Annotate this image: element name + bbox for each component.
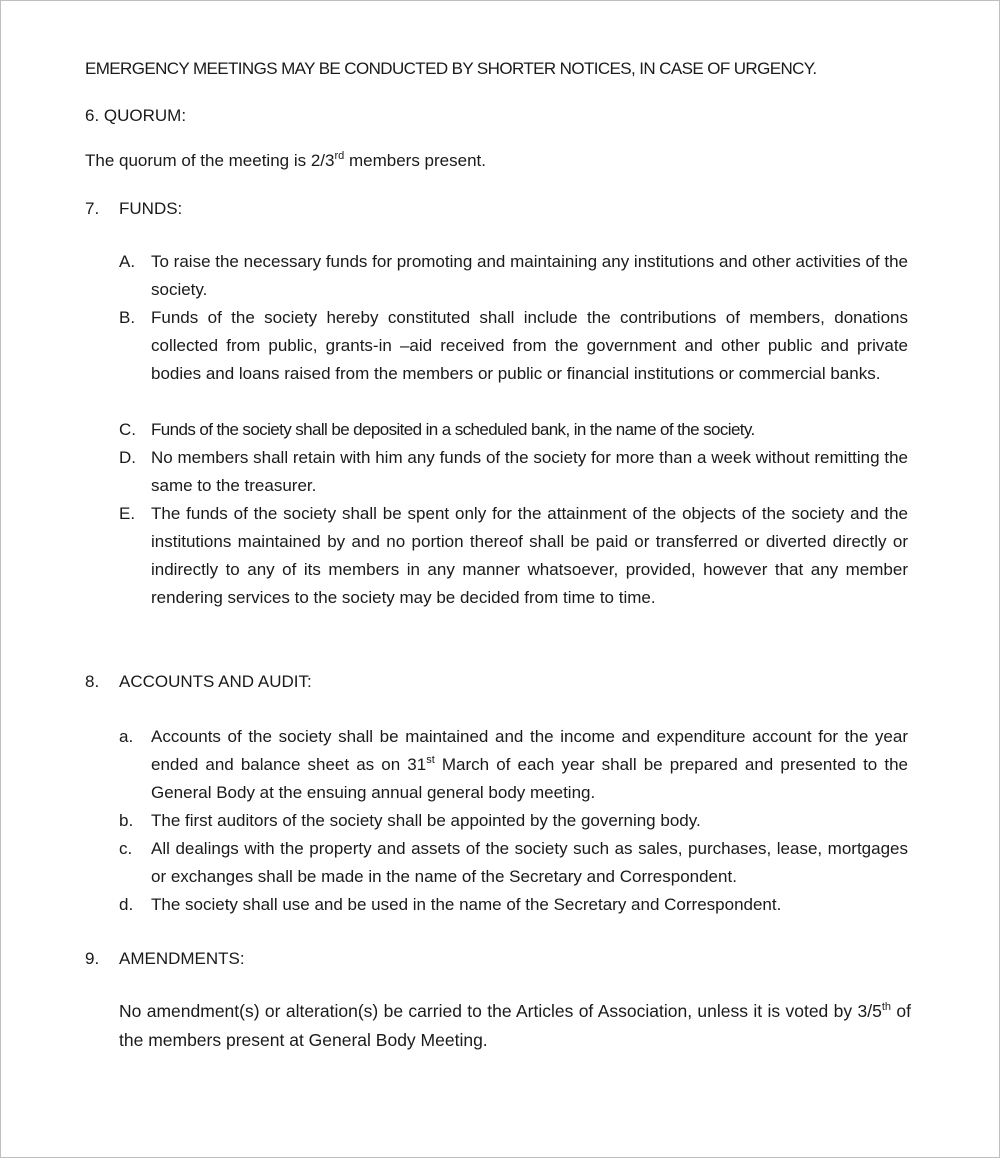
- date-ordinal-sup: st: [426, 754, 435, 766]
- accounts-heading: ACCOUNTS AND AUDIT:: [119, 672, 312, 691]
- list-marker: b.: [119, 811, 134, 830]
- accounts-item-a-text-end: March of each year shall be prepared and presented to the General Body at the ensuing annual general body meeting.: [151, 755, 908, 802]
- emergency-meetings-note: EMERGENCY MEETINGS MAY BE CONDUCTED BY SHORTER NOTICES, IN CASE OF URGENCY.: [85, 59, 817, 78]
- amendments-text-end: of the members present at General Body Meeting.: [119, 1001, 911, 1050]
- amendments-section-number: 9.: [85, 949, 100, 968]
- list-item-text: All dealings with the property and assets of the society such as sales, purchases, lease, mortgages or exchanges shall be made in the name of the Secretary and Correspondent.: [151, 839, 908, 886]
- list-item-text: The first auditors of the society shall be appointed by the governing body.: [151, 811, 701, 830]
- quorum-heading: 6. QUORUM:: [85, 106, 187, 125]
- quorum-text: [85, 150, 486, 172]
- amendments-text: [119, 997, 911, 1055]
- amendments-text-main: No amendment(s) or alteration(s) be carried to the Articles of Association, unless it is voted by 3/5: [119, 1001, 882, 1021]
- quorum-ordinal-sup: rd: [334, 150, 345, 162]
- list-item-text: The society shall use and be used in the name of the Secretary and Correspondent.: [151, 895, 782, 914]
- list-marker: B.: [119, 308, 136, 327]
- list-item-text: No members shall retain with him any funds of the society for more than a week without remitting the same to the treasurer.: [151, 448, 908, 495]
- funds-heading: FUNDS:: [119, 199, 183, 218]
- list-item-text: [151, 723, 908, 807]
- quorum-text-end: members present.: [344, 151, 486, 170]
- accounts-item-a-text: Accounts of the society shall be maintained and the income and expenditure account for the year ended and balance sheet as on 31: [151, 727, 908, 774]
- list-marker: c.: [119, 839, 133, 858]
- list-item-text: Funds of the society shall be deposited in a scheduled bank, in the name of the society.: [151, 420, 755, 439]
- quorum-text-main: The quorum of the meeting is 2/3: [85, 151, 335, 170]
- list-marker: D.: [119, 448, 136, 467]
- list-marker: E.: [119, 504, 136, 523]
- list-marker: A.: [119, 252, 136, 271]
- list-item-text: Funds of the society hereby constituted shall include the contributions of members, donations collected from public, grants-in –aid received from the government and other public and private bodies and loans raised from the members or public or financial institutions or commercial banks.: [151, 308, 908, 383]
- list-item-text: To raise the necessary funds for promoting and maintaining any institutions and other activities of the society.: [151, 252, 908, 299]
- list-marker: C.: [119, 420, 136, 439]
- amendments-heading: AMENDMENTS:: [119, 949, 245, 968]
- fraction-ordinal-sup: th: [881, 1001, 892, 1013]
- list-marker: a.: [119, 727, 134, 746]
- list-marker: d.: [119, 895, 134, 914]
- funds-section-number: 7.: [85, 199, 100, 218]
- accounts-section-number: 8.: [85, 672, 100, 691]
- list-item-text: The funds of the society shall be spent only for the attainment of the objects of the society and the institutions maintained by and no portion thereof shall be paid or transferred or diverted directly or indirectly to any of its members in any manner whatsoever, provided, however that any member rendering services to the society may be decided from time to time.: [151, 504, 908, 607]
